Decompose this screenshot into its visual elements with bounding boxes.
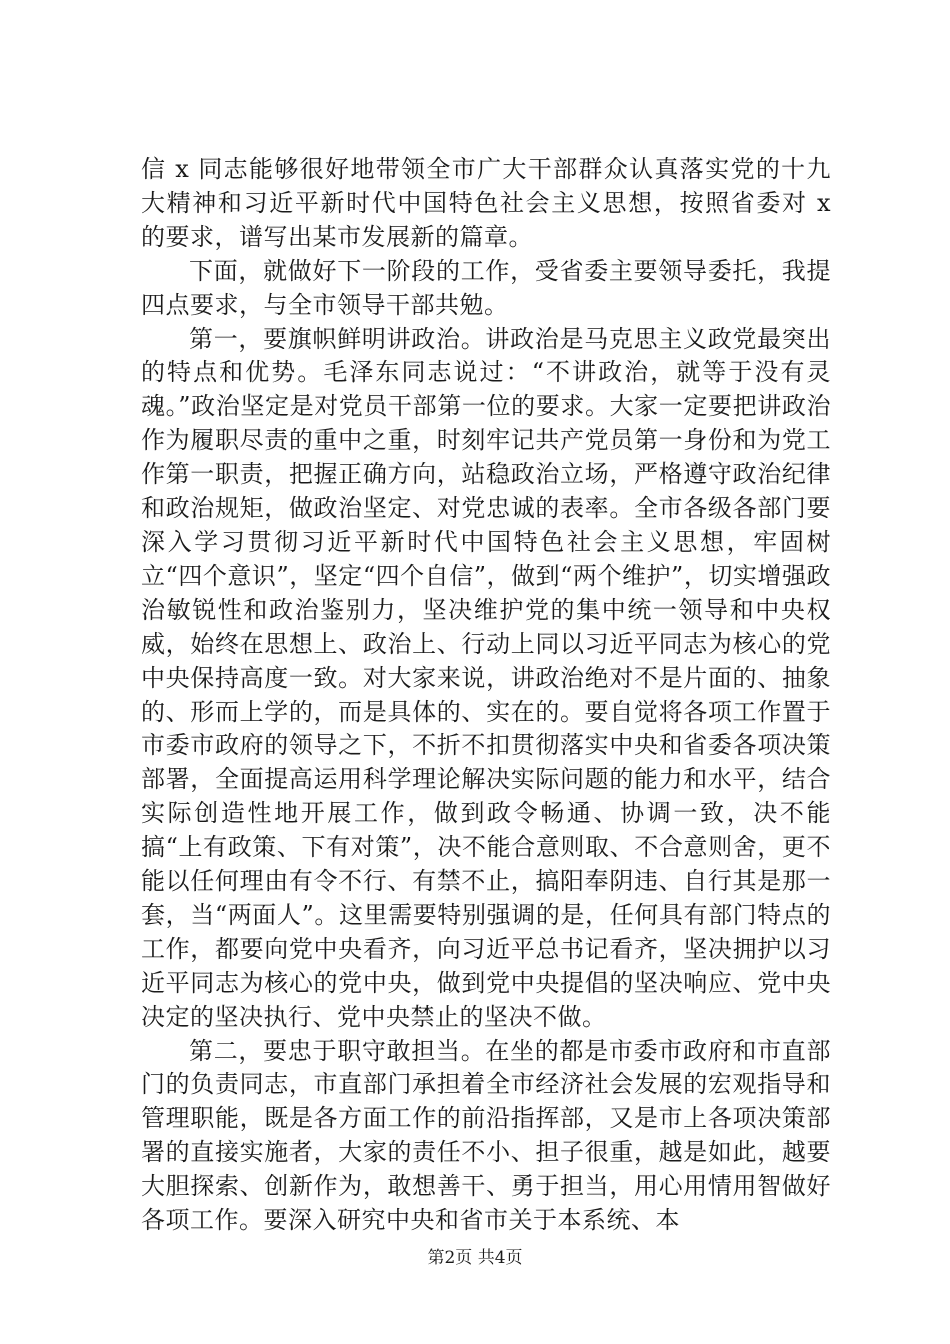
paragraph-1: 信 x 同志能够很好地带领全市广大干部群众认真落实党的十九大精神和习近平新时代中国特色社会主义思想，按照省委对 x 的要求，谱写出某市发展新的篇章。 — [141, 155, 831, 251]
document-body — [141, 153, 831, 1238]
paragraph-3: 第一，要旗帜鲜明讲政治。讲政治是马克思主义政党最突出的特点和优势。毛泽东同志说过：“不讲政治，就等于没有灵魂。”政治坚定是对党员干部第一位的要求。大家一定要把讲政治作为履职尽责的重中之重，时刻牢记共产党员第一身份和为党工作第一职责，把握正确方向，站稳政治立场，严格遵守政治纪律和政治规矩，做政治坚定、对党忠诚的表率。全市各级各部门要深入学习贯彻习近平新时代中国特色社会主义思想，牢固树立“四个意识”，坚定“四个自信”，做到“两个维护”，切实增强政治敏锐性和政治鉴别力，坚决维护党的集中统一领导和中央权威，始终在思想上、政治上、行动上同以习近平同志为核心的党中央保持高度一致。对大家来说，讲政治绝对不是片面的、抽象的、形而上学的，而是具体的、实在的。要自觉将各项工作置于市委市政府的领导之下，不折不扣贯彻落实中央和省委各项决策部署，全面提高运用科学理论解决实际问题的能力和水平，结合实际创造性地开展工作，做到政令畅通、协调一致，决不能搞“上有政策、下有对策”，决不能合意则取、不合意则舍，更不能以任何理由有令不行、有禁不止，搞阳奉阴违、自行其是那一套，当“两面人”。这里需要特别强调的是，任何具有部门特点的工作，都要向党中央看齐，向习近平总书记看齐，坚决拥护以习近平同志为核心的党中央，做到党中央提倡的坚决响应、党中央决定的坚决执行、党中央禁止的坚决不做。 — [141, 324, 831, 1031]
paragraph-4: 第二，要忠于职守敢担当。在坐的都是市委市政府和市直部门的负责同志，市直部门承担着全市经济社会发展的宏观指导和管理职能，既是各方面工作的前沿指挥部，又是市上各项决策部署的直接实施者，大家的责任不小、担子很重，越是如此，越要大胆探索、创新作为，敢想善干、勇于担当，用心用情用智做好各项工作。要深入研究中央和省市关于本系统、本 — [141, 1036, 831, 1235]
page-number-footer: 第2页 共4页 — [427, 1248, 523, 1268]
paragraph-2: 下面，就做好下一阶段的工作，受省委主要领导委托，我提四点要求，与全市领导干部共勉。 — [141, 256, 831, 319]
